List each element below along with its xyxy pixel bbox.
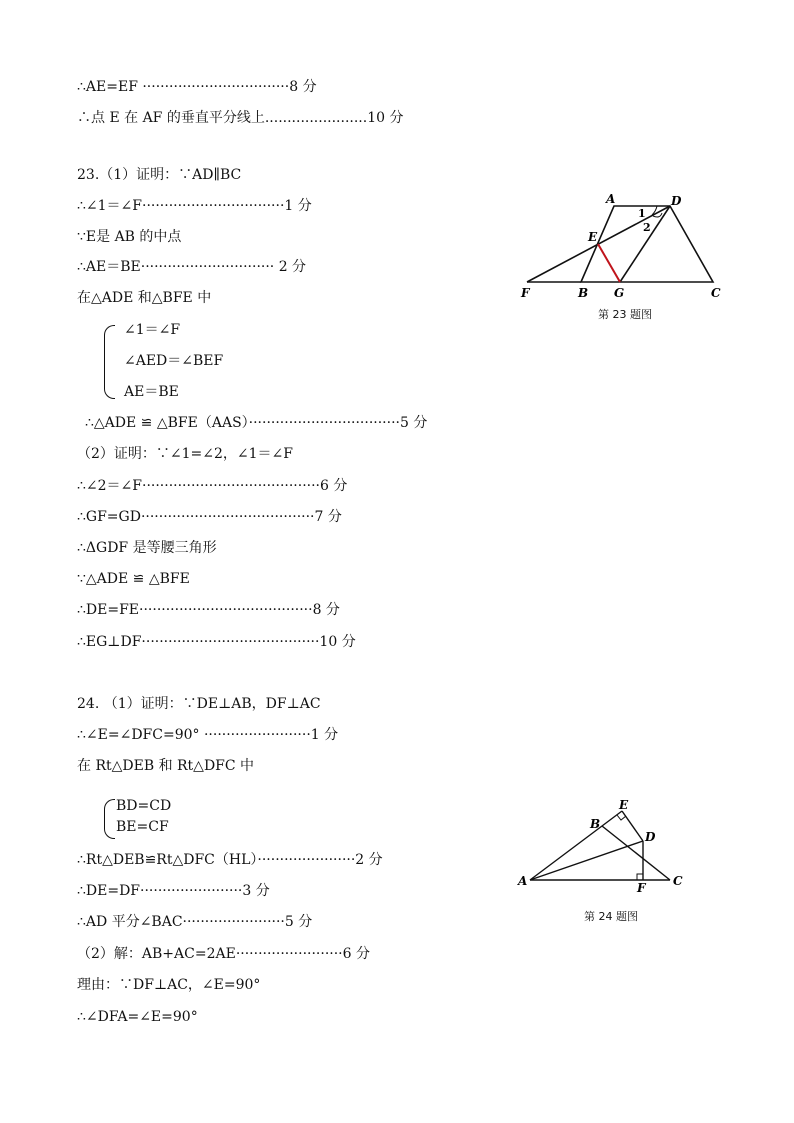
proof-line: ∴∠2＝∠F········································6 分	[77, 478, 348, 494]
segment-ad	[530, 841, 643, 880]
condition-brace	[104, 799, 115, 839]
figure-23-diagram	[518, 190, 728, 305]
segment-bc	[602, 826, 670, 880]
proof-line: 在 Rt△DEB 和 Rt△DFC 中	[77, 758, 255, 774]
label-a: A	[606, 192, 616, 206]
label-angle-2: 2	[643, 221, 651, 234]
proof-line: ∴AE=EF ·································8 分	[77, 79, 317, 95]
label-d: D	[645, 830, 656, 844]
segment-eg-highlight	[598, 244, 620, 282]
condition-line: ∠AED＝∠BEF	[124, 353, 224, 369]
label-b: B	[590, 817, 601, 831]
label-angle-1: 1	[638, 207, 646, 220]
segment-ed	[622, 811, 643, 841]
proof-line: ∴∠E=∠DFC=90° ························1 分	[77, 727, 339, 743]
condition-line: ∠1＝∠F	[124, 322, 181, 338]
proof-line: ∴∠DFA=∠E=90°	[77, 1009, 198, 1025]
proof-line: ∴AD 平分∠BAC·······················5 分	[77, 914, 313, 930]
proof-line: ∴ΔGDF 是等腰三角形	[77, 540, 217, 556]
proof-line: ∴∠1＝∠F································1 分	[77, 198, 312, 214]
proof-line: ∴DE=FE·······································8 分	[77, 602, 340, 618]
problem-24-heading: 24. （1）证明：∵DE⊥AB，DF⊥AC	[77, 696, 321, 712]
label-d: D	[671, 194, 682, 208]
figure-24-diagram	[515, 798, 695, 893]
proof-line: ∴DE=DF·······················3 分	[77, 883, 270, 899]
proof-line: ∴AE＝BE······························ 2 分	[77, 259, 307, 275]
condition-brace	[104, 325, 115, 399]
problem-23-part2-heading: （2）证明：∵∠1=∠2，∠1＝∠F	[77, 446, 293, 462]
condition-line: BE=CF	[116, 819, 169, 835]
proof-line: ∴EG⊥DF········································10 分	[77, 634, 356, 650]
problem-24-part2-heading: （2）解：AB+AC=2AE························6 分	[77, 946, 370, 962]
label-f: F	[521, 286, 530, 300]
label-c: C	[711, 286, 721, 300]
proof-line: ∴Rt△DEB≌Rt△DFC（HL）······················2 分	[77, 852, 383, 868]
figure-24-caption: 第 24 题图	[584, 910, 638, 923]
label-b: B	[578, 286, 589, 300]
condition-line: BD=CD	[116, 798, 172, 814]
figure-23-caption: 第 23 题图	[598, 308, 652, 321]
proof-line: ∴△ADE ≌ △BFE（AAS）··································5 分	[85, 415, 428, 431]
label-a: A	[518, 874, 528, 888]
proof-line: ∴点 E 在 AF 的垂直平分线上.......................10 分	[77, 110, 404, 126]
label-e: E	[588, 230, 598, 244]
segment-ae	[530, 811, 622, 880]
label-e: E	[619, 798, 629, 812]
proof-line: ∵E是 AB 的中点	[77, 229, 182, 245]
problem-23-heading: 23.（1）证明：∵AD∥BC	[77, 167, 242, 183]
proof-line: 在△ADE 和△BFE 中	[77, 290, 212, 306]
proof-line: ∴GF=GD·······································7 分	[77, 509, 342, 525]
condition-line: AE＝BE	[124, 384, 179, 400]
label-c: C	[673, 874, 683, 888]
proof-line: ∵△ADE ≌ △BFE	[77, 571, 190, 587]
right-angle-mark-f	[637, 874, 643, 880]
label-g: G	[614, 286, 625, 300]
proof-line: 理由：∵DF⊥AC，∠E=90°	[77, 977, 261, 993]
label-f: F	[637, 881, 646, 895]
